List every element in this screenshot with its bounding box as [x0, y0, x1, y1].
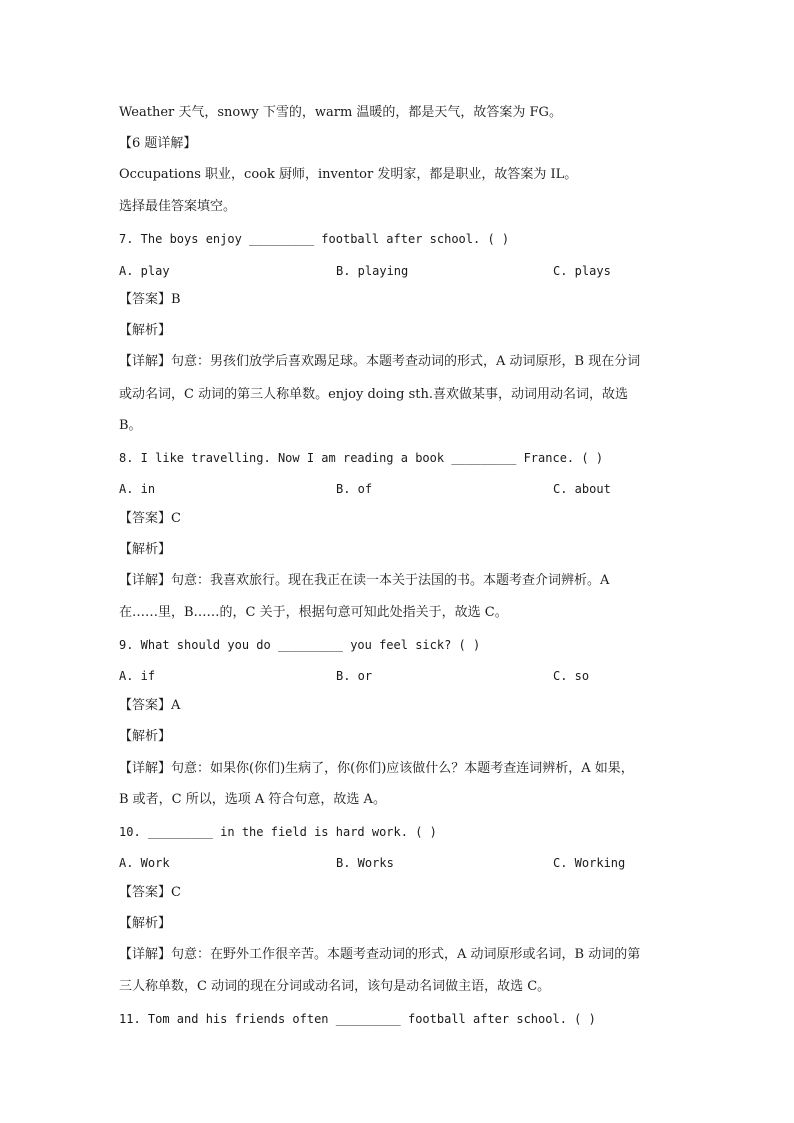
answer-label: 【答案】C: [119, 885, 181, 900]
option-c: C. plays: [553, 264, 611, 278]
option-b: B. Works: [336, 856, 394, 870]
question-8: 8. I like travelling. Now I am reading a book _________ France. ( ): [119, 451, 604, 465]
option-c: C. so: [553, 669, 590, 683]
option-a: A. Work: [119, 856, 170, 870]
section-heading: 【6 题详解】: [119, 136, 197, 151]
question-7: 7. The boys enjoy _________ football after school. ( ): [119, 232, 510, 246]
explanation-line: 三人称单数，C 动词的现在分词或动名词，该句是动名词做主语，故选 C。: [119, 979, 551, 994]
option-c: C. Working: [553, 856, 626, 870]
option-a: A. play: [119, 264, 170, 278]
explanation-line: 【详解】句意：我喜欢旅行。现在我正在读一本关于法国的书。本题考查介词辨析。A: [119, 573, 610, 588]
option-a: A. in: [119, 482, 156, 496]
analysis-label: 【解析】: [119, 542, 172, 557]
explanation-line: B。: [119, 418, 142, 433]
explanation-line: B 或者，C 所以，选项 A 符合句意，故选 A。: [119, 792, 386, 807]
option-c: C. about: [553, 482, 611, 496]
question-11: 11. Tom and his friends often _________ football after school. ( ): [119, 1012, 596, 1026]
analysis-label: 【解析】: [119, 323, 172, 338]
explanation-line: 【详解】句意：在野外工作很辛苦。本题考查动词的形式，A 动词原形或名词，B 动词的第: [119, 947, 641, 962]
answer-label: 【答案】B: [119, 292, 181, 307]
explanation-line: 【详解】句意：如果你(你们)生病了，你(你们)应该做什么？本题考查连词辨析，A 如果，: [119, 761, 634, 776]
question-10: 10. _________ in the field is hard work. ( ): [119, 825, 437, 839]
text-line: Occupations 职业，cook 厨师，inventor 发明家，都是职业，故答案为 IL。: [119, 167, 578, 182]
explanation-line: 或动名词，C 动词的第三人称单数。enjoy doing sth.喜欢做某事，动词用动名词，故选: [119, 387, 629, 402]
explanation-line: 【详解】句意：男孩们放学后喜欢踢足球。本题考查动词的形式，A 动词原形，B 现在分词: [119, 354, 641, 369]
answer-label: 【答案】C: [119, 511, 181, 526]
text-line: Weather 天气，snowy 下雪的，warm 温暖的，都是天气，故答案为 FG。: [119, 105, 562, 120]
analysis-label: 【解析】: [119, 916, 172, 931]
instruction-heading: 选择最佳答案填空。: [119, 199, 237, 214]
option-b: B. playing: [336, 264, 409, 278]
option-b: B. of: [336, 482, 373, 496]
answer-label: 【答案】A: [119, 698, 181, 713]
question-9: 9. What should you do _________ you feel sick? ( ): [119, 638, 481, 652]
explanation-line: 在……里，B……的，C 关于，根据句意可知此处指关于，故选 C。: [119, 605, 508, 620]
option-a: A. if: [119, 669, 156, 683]
option-b: B. or: [336, 669, 373, 683]
analysis-label: 【解析】: [119, 729, 172, 744]
